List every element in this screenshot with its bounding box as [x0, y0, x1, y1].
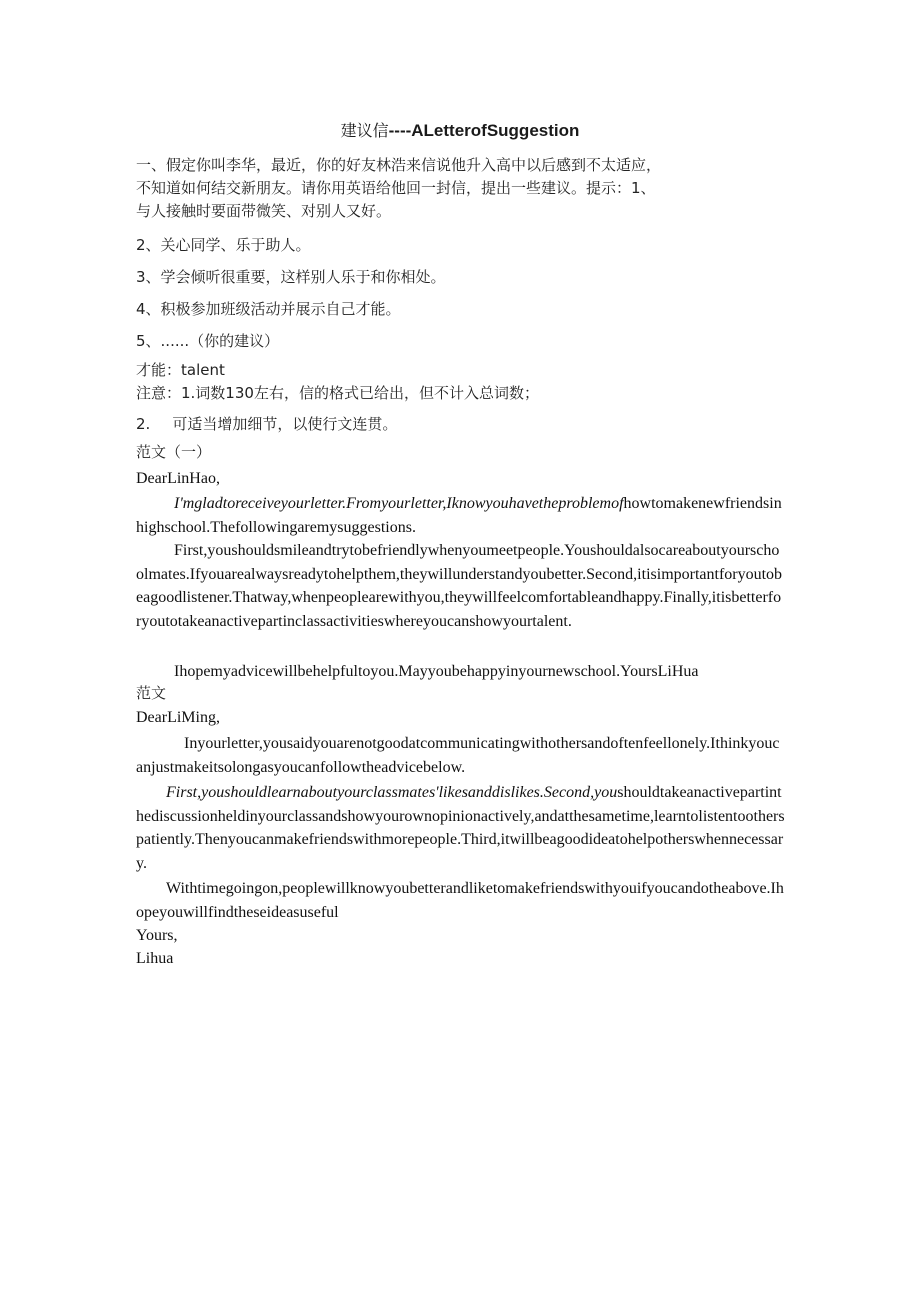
sample2-greeting: DearLiMing, — [136, 709, 220, 726]
sample1-paragraph-2: First,youshouldsmileandtrytobefriendlywhenyoumeetpeople.Youshouldalsocareaboutyourschoolmates.Ifyouarealwaysreadytohelpthem,theywillunderstandyoubetter.Second,itisimportantforyoutobeagoodlistener.Thatway,whenpeoplearewithyou,theywillfeelcomfortableandhappy.Finally,itisbetterforyoutotakeanactivepartinclassactivitieswhereyoucanshowyourtalent. — [136, 542, 783, 630]
note-1: 注意：1.词数130左右，信的格式已给出，但不计入总词数； — [136, 384, 539, 402]
sample1-p1-italic: I'mgladtoreceiveyourletter.Fromyourletter,Iknowyouhavetheproblemof — [174, 495, 624, 512]
sample2-closing: Yours, — [136, 927, 178, 944]
note-2-number: 2. — [136, 415, 151, 433]
sample2-paragraph-1: Inyourletter,yousaidyouarenotgoodatcommunicatingwithothersandoftenfeellonely.Ithinkyoucanjustmakeitsolongasyoucanfollowtheadvicebelow. — [136, 735, 780, 776]
tip-2: 2、关心同学、乐于助人。 — [136, 236, 311, 254]
sample1-heading: 范文（一） — [136, 443, 212, 461]
sample1-paragraph-3: Ihopemyadvicewillbehelpfultoyou.Mayyoubehappyinyournewschool.YoursLiHua — [174, 663, 699, 680]
sample1-greeting: DearLinHao, — [136, 470, 220, 487]
document-title — [0, 119, 920, 143]
note-2 — [136, 413, 397, 436]
sample1-paragraph-1 — [136, 492, 786, 539]
vocab-note: 才能：talent — [136, 361, 225, 379]
title-cn: 建议信 — [340, 121, 389, 140]
prompt-intro — [136, 154, 786, 223]
sample2-paragraph-3: Withtimegoingon,peoplewillknowyoubetterandliketomakefriendswithyouifyoucandotheabove.Ihopeyouwillfindtheseideasuseful — [136, 880, 784, 921]
prompt-intro-line: 一、假定你叫李华，最近，你的好友林浩来信说他升入高中以后感到不太适应， — [136, 156, 662, 174]
sample2-p2-rest: shouldtakeanactivepartinthediscussionheldinyourclassandshowyourownopinionactively,andatthesametime,learntolistentootherspatiently.Thenyoucanmakefriendswithmorepeople.Third,itwillbeagoodideatohelpotherswhennecessary. — [136, 784, 785, 872]
sample2-paragraph-2 — [136, 781, 786, 875]
prompt-intro-line: 不知道如何结交新朋友。请你用英语给他回一封信，提出一些建议。提示：1、 — [136, 179, 656, 197]
sample2-signature: Lihua — [136, 950, 174, 967]
prompt-intro-line: 与人接触时要面带微笑、对别人又好。 — [136, 202, 392, 220]
note-2-text: 可适当增加细节，以使行文连贯。 — [172, 415, 398, 433]
sample1-p1-rest: howtomakenewfriendsinhighschool.Thefollowingaremysuggestions. — [136, 495, 782, 536]
sample2-heading: 范文 — [136, 684, 167, 702]
tip-5: 5、......（你的建议） — [136, 332, 280, 350]
sample2-p2-italic: First,youshouldlearnaboutyourclassmates'likesanddislikes.Second,you — [166, 784, 618, 801]
tip-3: 3、学会倾听很重要，这样别人乐于和你相处。 — [136, 268, 446, 286]
tip-4: 4、积极参加班级活动并展示自己才能。 — [136, 300, 401, 318]
title-en: ----ALetterofSuggestion — [388, 121, 580, 140]
